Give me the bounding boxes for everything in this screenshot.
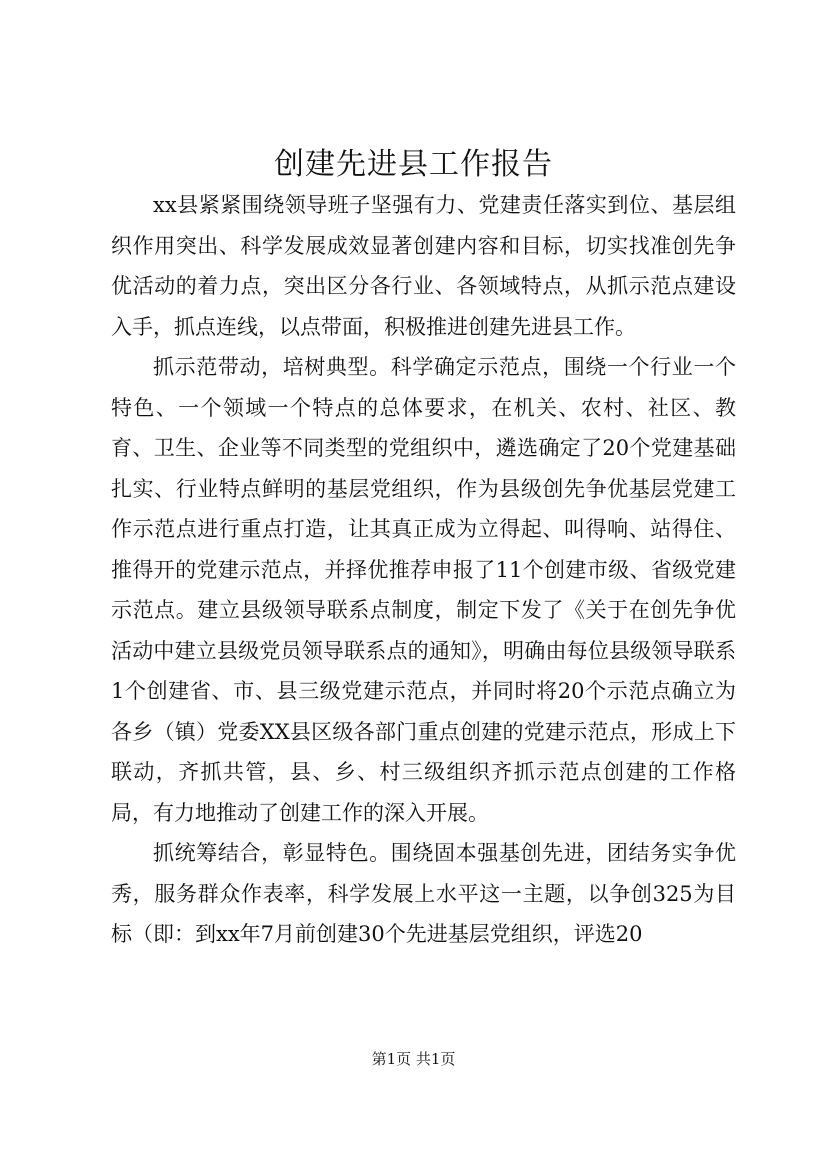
- page-number-footer: 第1页 共1页: [371, 1050, 456, 1068]
- paragraph-coordination: 抓统筹结合，彰显特色。围绕固本强基创先进，团结务实争优秀，服务群众作表率，科学发展上水平这一主题，以争创325为目标（即：到xx年7月前创建30个先进基层党组织，评选20: [111, 841, 736, 946]
- document-title: 创建先进县工作报告: [274, 147, 553, 182]
- paragraph-intro: xx县紧紧围绕领导班子坚强有力、党建责任落实到位、基层组织作用突出、科学发展成效显著创建内容和目标，切实找准创先争优活动的着力点，突出区分各行业、各领域特点，从抓示范点建设入手，抓点连线，以点带面，积极推进创建先进县工作。: [111, 193, 736, 339]
- paragraph-demonstration: 抓示范带动，培树典型。科学确定示范点，围绕一个行业一个特色、一个领域一个特点的总体要求，在机关、农村、社区、教育、卫生、企业等不同类型的党组织中，遴选确定了20个党建基础扎实、行业特点鲜明的基层党组织，作为县级创先争优基层党建工作示范点进行重点打造，让其真正成为立得起、叫得响、站得住、推得开的党建示范点，并择优推荐申报了11个创建市级、省级党建示范点。建立县级领导联系点制度，制定下发了《关于在创先争优活动中建立县级党员领导联系点的通知》，明确由每位县级领导联系1个创建省、市、县三级党建示范点，并同时将20个示范点确立为各乡（镇）党委XX县区级各部门重点创建的党建示范点，形成上下联动，齐抓共管，县、乡、村三级组织齐抓示范点创建的工作格局，有力地推动了创建工作的深入开展。: [111, 355, 736, 825]
- document-body: [111, 185, 736, 955]
